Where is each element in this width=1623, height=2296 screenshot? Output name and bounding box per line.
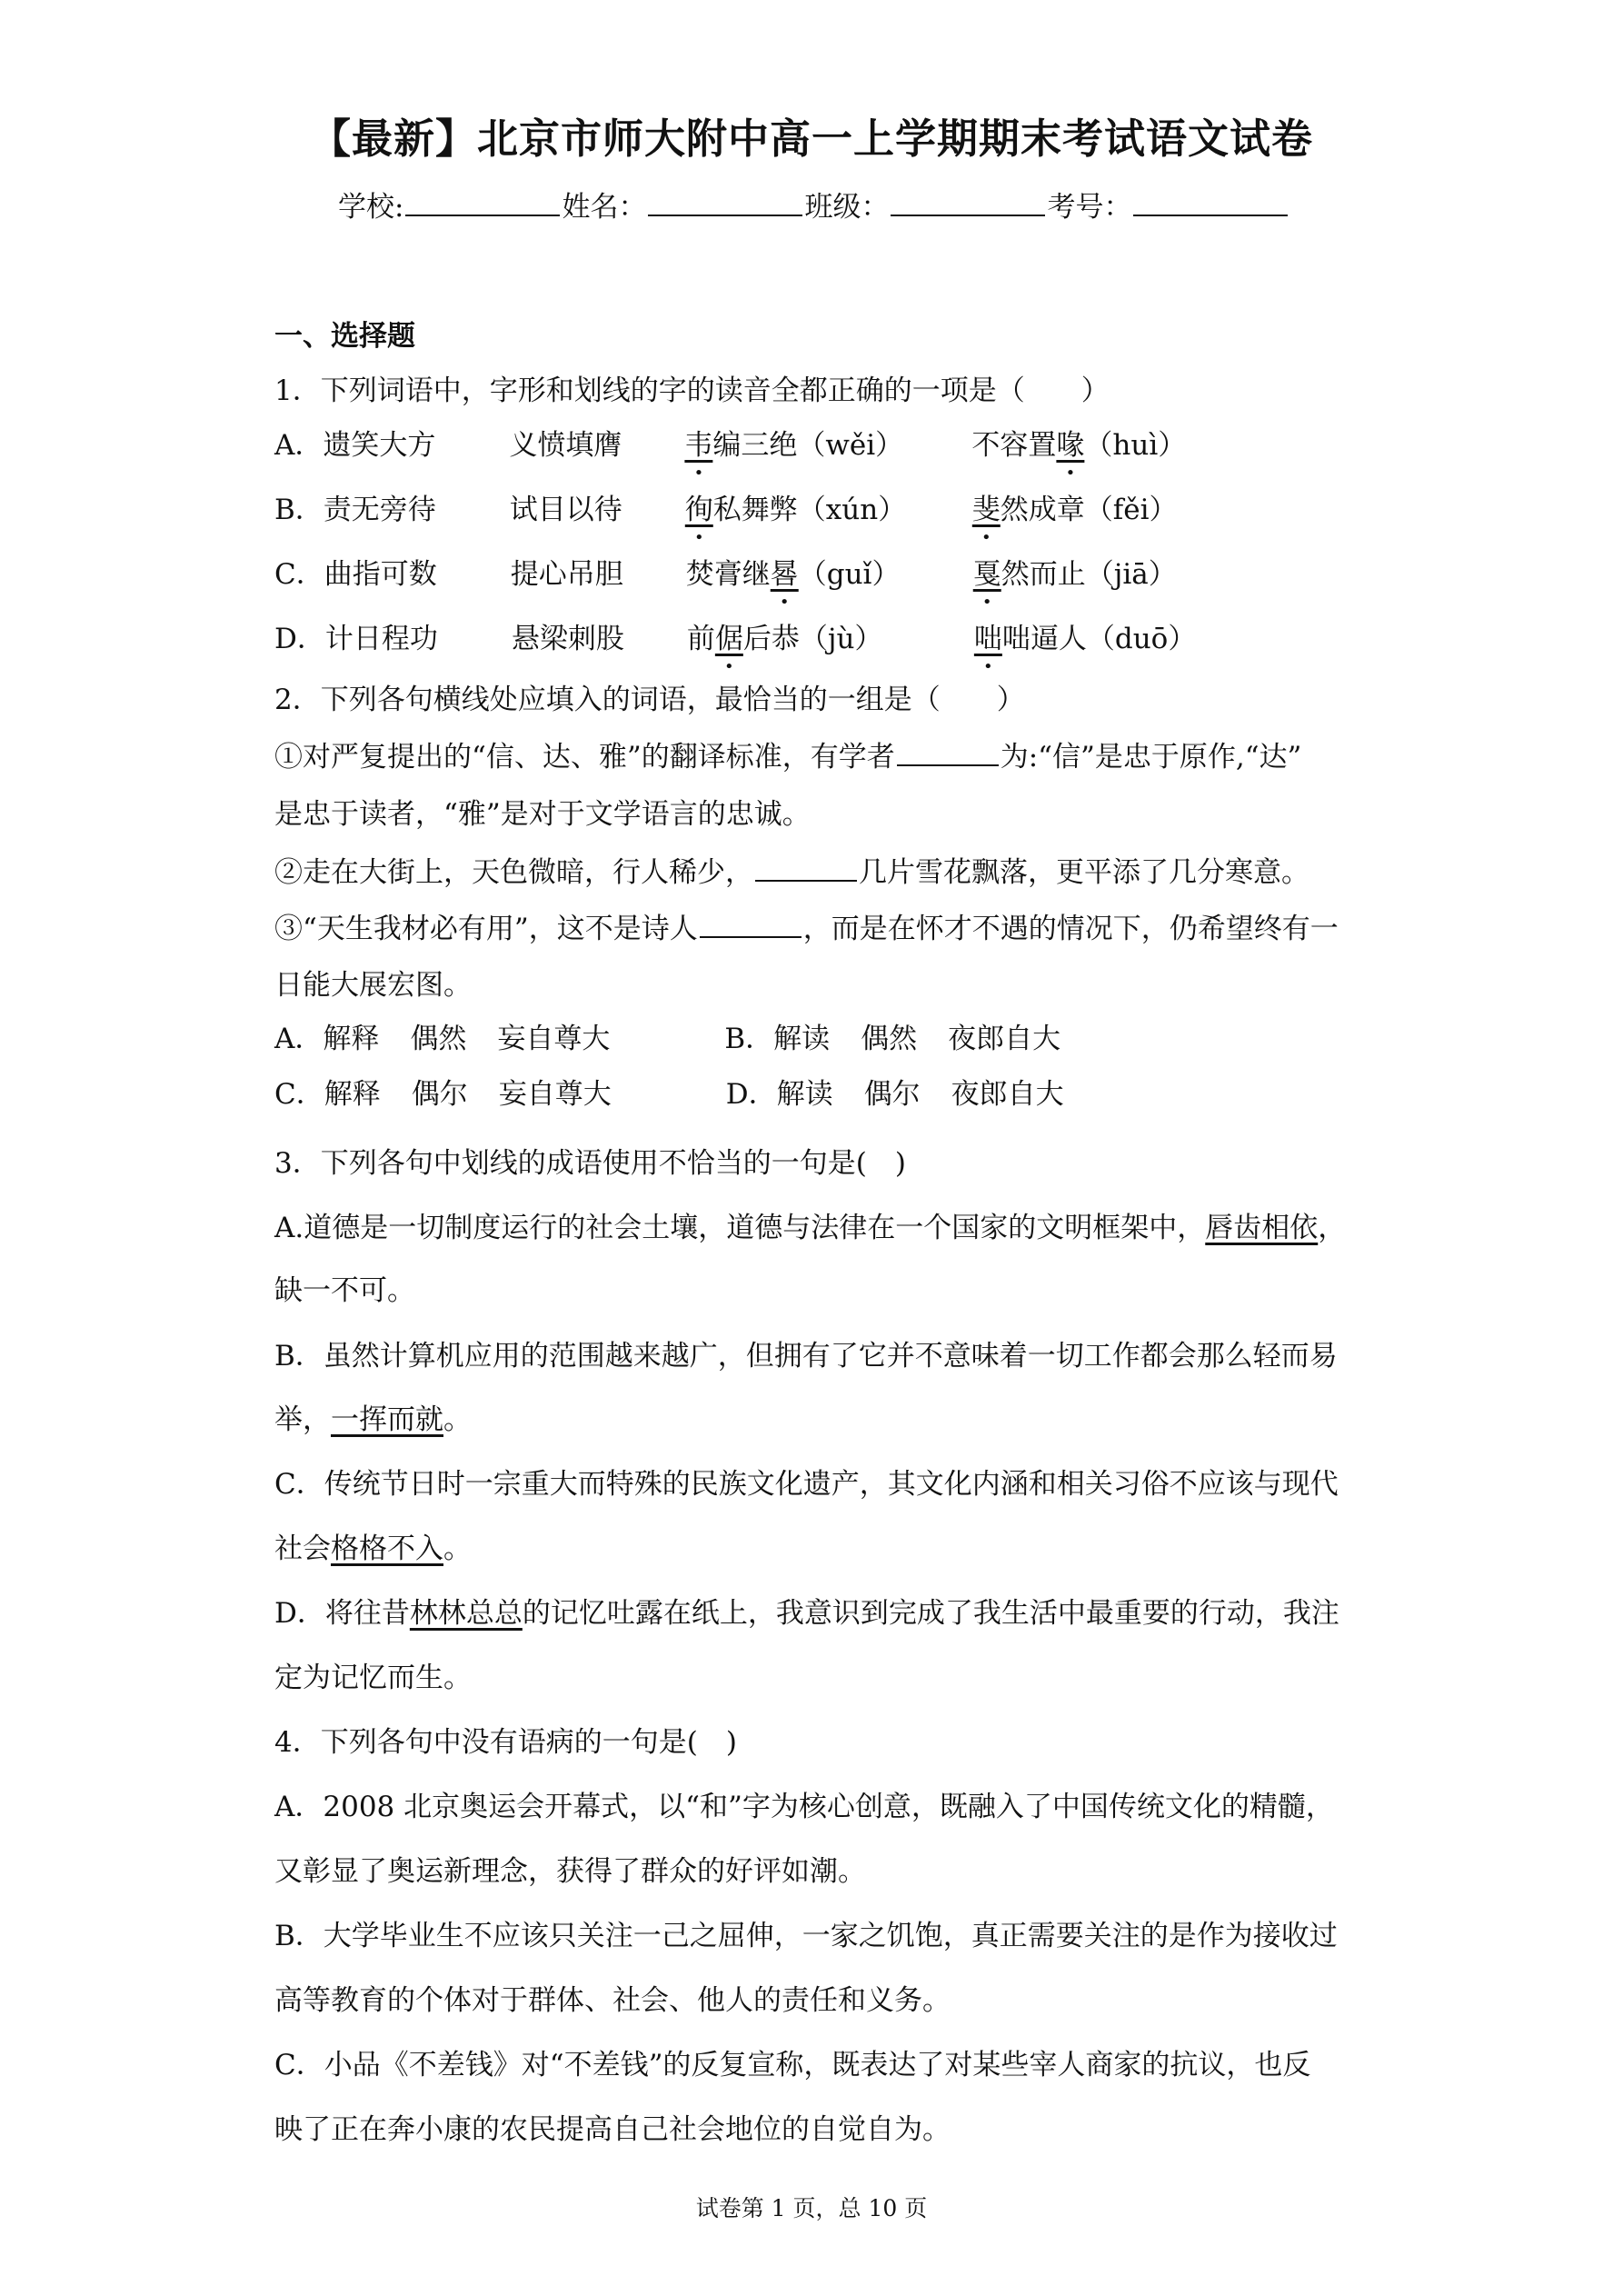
q2-blank-3	[700, 909, 802, 938]
name-label: 姓名：	[562, 191, 647, 224]
exam-title: 【最新】北京市师大附中高一上学期期末考试语文试卷	[309, 115, 1313, 163]
q4-stem: 4．下列各句中没有语病的一句是( )	[274, 1726, 737, 1759]
q4-option-c-cont: 映了正在奔小康的农民提高自己社会地位的自觉自为。	[274, 2113, 951, 2146]
student-info	[338, 184, 1289, 225]
q1-option-c: C．曲指可数 提心吊胆 焚膏继晷（guǐ） 戛然而止（jiā）	[274, 558, 1177, 591]
q3-option-a: A.道德是一切制度运行的社会土壤，道德与法律在一个国家的文明框架中，唇齿相依，	[274, 1212, 1347, 1244]
number-label: 考号：	[1047, 191, 1132, 224]
q1-stem: 1．下列词语中，字形和划线的字的读音全都正确的一项是（ ）	[274, 374, 1110, 407]
q3-option-c: C．传统节日时一宗重大而特殊的民族文化遗产，其文化内涵和相关习俗不应该与现代	[274, 1468, 1339, 1501]
q2-stem: 2．下列各句横线处应填入的词语，最恰当的一组是（ ）	[274, 684, 1025, 716]
q3-option-b: B．虽然计算机应用的范围越来越广，但拥有了它并不意味着一切工作都会那么轻而易	[274, 1340, 1338, 1373]
q2-options-cd: C．解释 偶尔 妄自尊大 D．解读 偶尔 夜郎自大	[274, 1078, 1064, 1111]
q3-option-c-cont: 社会格格不入。	[274, 1532, 472, 1565]
q3-stem: 3．下列各句中划线的成语使用不恰当的一句是( )	[274, 1147, 906, 1180]
q4-option-c: C．小品《不差钱》对“不差钱”的反复宣称，既表达了对某些宰人商家的抗议，也反	[274, 2049, 1311, 2081]
class-label: 班级：	[804, 191, 890, 224]
class-blank	[891, 187, 1045, 216]
q4-option-a: A．2008 北京奥运会开幕式，以“和”字为核心创意，既融入了中国传统文化的精髓，	[274, 1791, 1334, 1823]
school-blank	[405, 187, 560, 216]
q2-sentence-1: ①对严复提出的“信、达、雅”的翻译标准，有学者 为:“信”是忠于原作,“达”	[274, 734, 1301, 774]
q1-option-d: D．计日程功 悬梁刺股 前倨后恭（jù） 咄咄逼人（duō）	[274, 623, 1197, 655]
name-blank	[648, 187, 802, 216]
q3-option-a-cont: 缺一不可。	[274, 1274, 415, 1307]
q3-option-b-cont: 举，一挥而就。	[274, 1403, 472, 1436]
q4-option-a-cont: 又彰显了奥运新理念，获得了群众的好评如潮。	[274, 1855, 866, 1888]
section-title: 一、选择题	[274, 320, 415, 353]
q2-blank-1	[897, 737, 999, 766]
school-label: 学校:	[338, 191, 404, 224]
q2-blank-2	[755, 853, 857, 882]
q3-option-d-cont: 定为记忆而生。	[274, 1662, 472, 1694]
q3-option-d: D．将往昔林林总总的记忆吐露在纸上，我意识到完成了我生活中最重要的行动，我注	[274, 1597, 1339, 1630]
q2-sentence-3: ③“天生我材必有用”，这不是诗人 ，而是在怀才不遇的情况下，仍希望终有一	[274, 905, 1339, 946]
q1-option-a: A．遗笑大方 义愤填膺 韦编三绝（wěi） 不容置喙（huì）	[274, 429, 1187, 462]
q2-sentence-3-cont: 日能大展宏图。	[274, 969, 472, 1002]
q2-sentence-2: ②走在大街上，天色微暗，行人稀少， 几片雪花飘落，更平添了几分寒意。	[274, 849, 1309, 890]
page-footer: 试卷第 1 页，总 10 页	[695, 2195, 928, 2221]
q4-option-b: B．大学毕业生不应该只关注一己之屈伸，一家之饥饱，真正需要关注的是作为接收过	[274, 1920, 1338, 1952]
number-blank	[1133, 187, 1288, 216]
q1-option-b: B．责无旁待 试目以待 徇私舞弊（xún） 斐然成章（fěi）	[274, 494, 1178, 526]
q4-option-b-cont: 高等教育的个体对于群体、社会、他人的责任和义务。	[274, 1984, 951, 2017]
q2-options-ab: A．解释 偶然 妄自尊大 B．解读 偶然 夜郎自大	[274, 1023, 1061, 1055]
q2-sentence-1-cont: 是忠于读者，“雅”是对于文学语言的忠诚。	[274, 798, 811, 831]
